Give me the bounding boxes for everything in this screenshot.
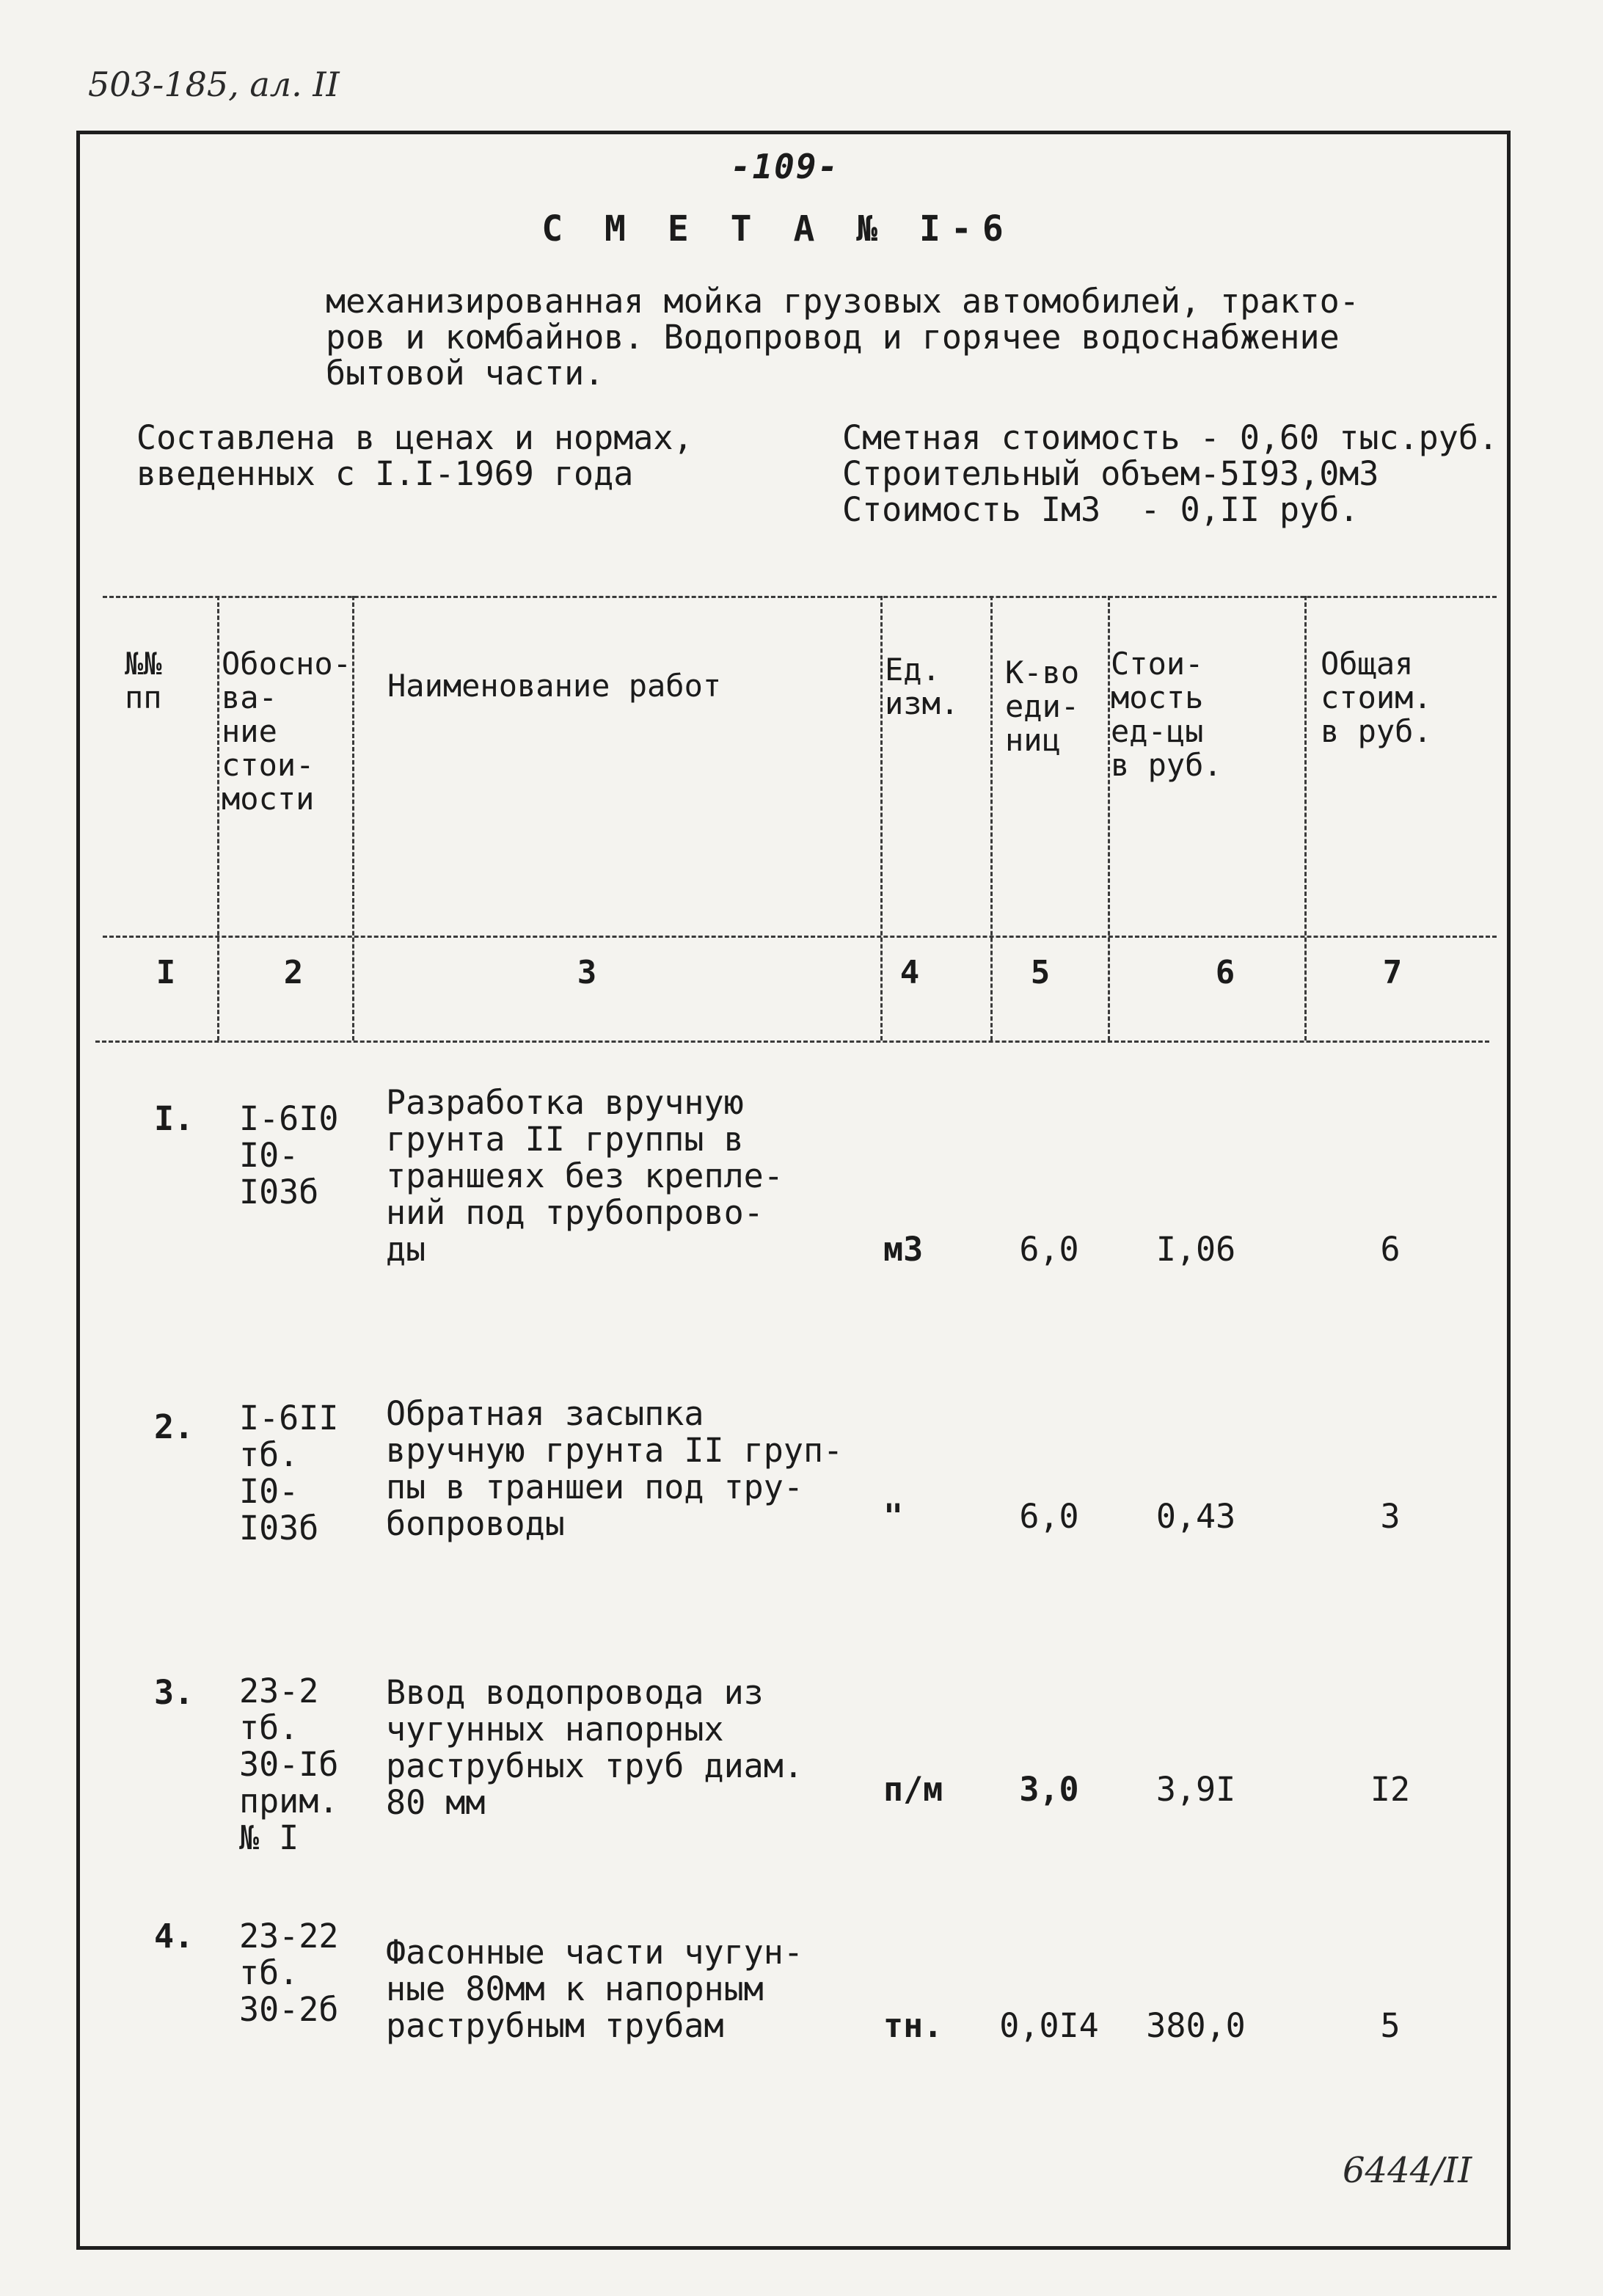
row-total: 5 <box>1380 2006 1401 2045</box>
row-basis: 23-2 тб. 30-Iб прим. № I <box>239 1672 339 1857</box>
column-number: 2 <box>283 954 304 991</box>
col-header-unit-price: Стои- мость ед-цы в руб. <box>1111 646 1222 783</box>
row-basis: 23-22 тб. 30-2б <box>239 1917 339 2029</box>
row-unit: тн. <box>883 2006 943 2045</box>
table-top-rule <box>103 596 1497 598</box>
row-name: Ввод водопровода из чугунных напорных раструбных труб диам. 80 мм <box>386 1673 803 1822</box>
column-divider <box>352 596 354 1041</box>
column-number: 5 <box>1030 954 1051 991</box>
row-name: Разработка вручную грунта II группы в траншеях без крепле- ний под трубопрово- ды <box>386 1083 784 1269</box>
row-total: I2 <box>1370 1770 1411 1809</box>
description-line: механизированная мойка грузовых автомобилей, тракто- <box>326 282 1359 321</box>
row-unit-price: 380,0 <box>1146 2006 1246 2045</box>
row-total: 6 <box>1380 1230 1401 1269</box>
row-number: 3. <box>154 1673 194 1712</box>
description-line: ров и комбайнов. Водопровод и горячее водоснабжение <box>326 318 1340 357</box>
summary-line: Стоимость Iм3 - 0,II руб. <box>842 490 1359 529</box>
row-number: I. <box>154 1099 194 1138</box>
column-number: I <box>156 954 176 991</box>
row-unit-price: 3,9I <box>1155 1770 1236 1809</box>
table-number-rule <box>103 936 1497 938</box>
row-unit: п/м <box>883 1770 943 1809</box>
description <box>326 283 1359 391</box>
column-divider <box>217 596 219 1041</box>
column-divider <box>990 596 993 1041</box>
table-body-rule <box>95 1041 1489 1043</box>
row-quantity: 3,0 <box>1019 1770 1079 1809</box>
description-line: бытовой части. <box>326 354 605 393</box>
col-header-basis: Обосно- ва- ние стои- мости <box>222 646 352 817</box>
cost-summary <box>842 420 1498 528</box>
prices-note-line: введенных с I.I-1969 года <box>136 454 634 493</box>
row-unit-price: 0,43 <box>1155 1497 1236 1536</box>
row-unit-price: I,06 <box>1155 1230 1236 1269</box>
summary-line: Строительный объем-5I93,0м3 <box>842 454 1379 493</box>
row-number: 4. <box>154 1917 194 1956</box>
column-number: 6 <box>1215 954 1235 991</box>
column-divider <box>880 596 883 1041</box>
column-divider <box>1304 596 1307 1041</box>
row-quantity: 6,0 <box>1019 1497 1079 1536</box>
prices-note <box>136 420 693 492</box>
row-quantity: 0,0I4 <box>999 2006 1099 2045</box>
corner-note: 503-185, ал. II <box>88 65 340 104</box>
row-quantity: 6,0 <box>1019 1230 1079 1269</box>
column-number: 7 <box>1382 954 1403 991</box>
page-number: -109- <box>730 147 840 186</box>
row-basis: I-6II тб. I0- I03б <box>239 1399 339 1548</box>
prices-note-line: Составлена в ценах и нормах, <box>136 418 693 457</box>
row-name: Обратная засыпка вручную грунта II груп- пы в траншеи под тру- бопроводы <box>386 1394 844 1543</box>
column-number: 4 <box>899 954 920 991</box>
row-total: 3 <box>1380 1497 1401 1536</box>
column-number: 3 <box>577 954 597 991</box>
row-unit: " <box>883 1497 904 1536</box>
col-header-unit: Ед. изм. <box>885 652 960 721</box>
row-unit: м3 <box>883 1230 924 1269</box>
document-title: С М Е Т А № I-6 <box>541 208 1014 249</box>
column-divider <box>1108 596 1110 1041</box>
row-number: 2. <box>154 1407 194 1446</box>
col-header-quantity: К-во еди- ниц <box>1005 655 1080 758</box>
archive-number: 6444/II <box>1343 2150 1472 2191</box>
summary-line: Сметная стоимость - 0,60 тыс.руб. <box>842 418 1499 457</box>
col-header-total: Общая стоим. в руб. <box>1321 646 1432 749</box>
row-name: Фасонные части чугун- ные 80мм к напорным раструбным трубам <box>386 1933 803 2045</box>
col-header-name: Наименование работ <box>387 668 722 704</box>
row-basis: I-6I0 I0- I03б <box>239 1099 339 1211</box>
col-header-number: №№ пп <box>125 646 162 715</box>
